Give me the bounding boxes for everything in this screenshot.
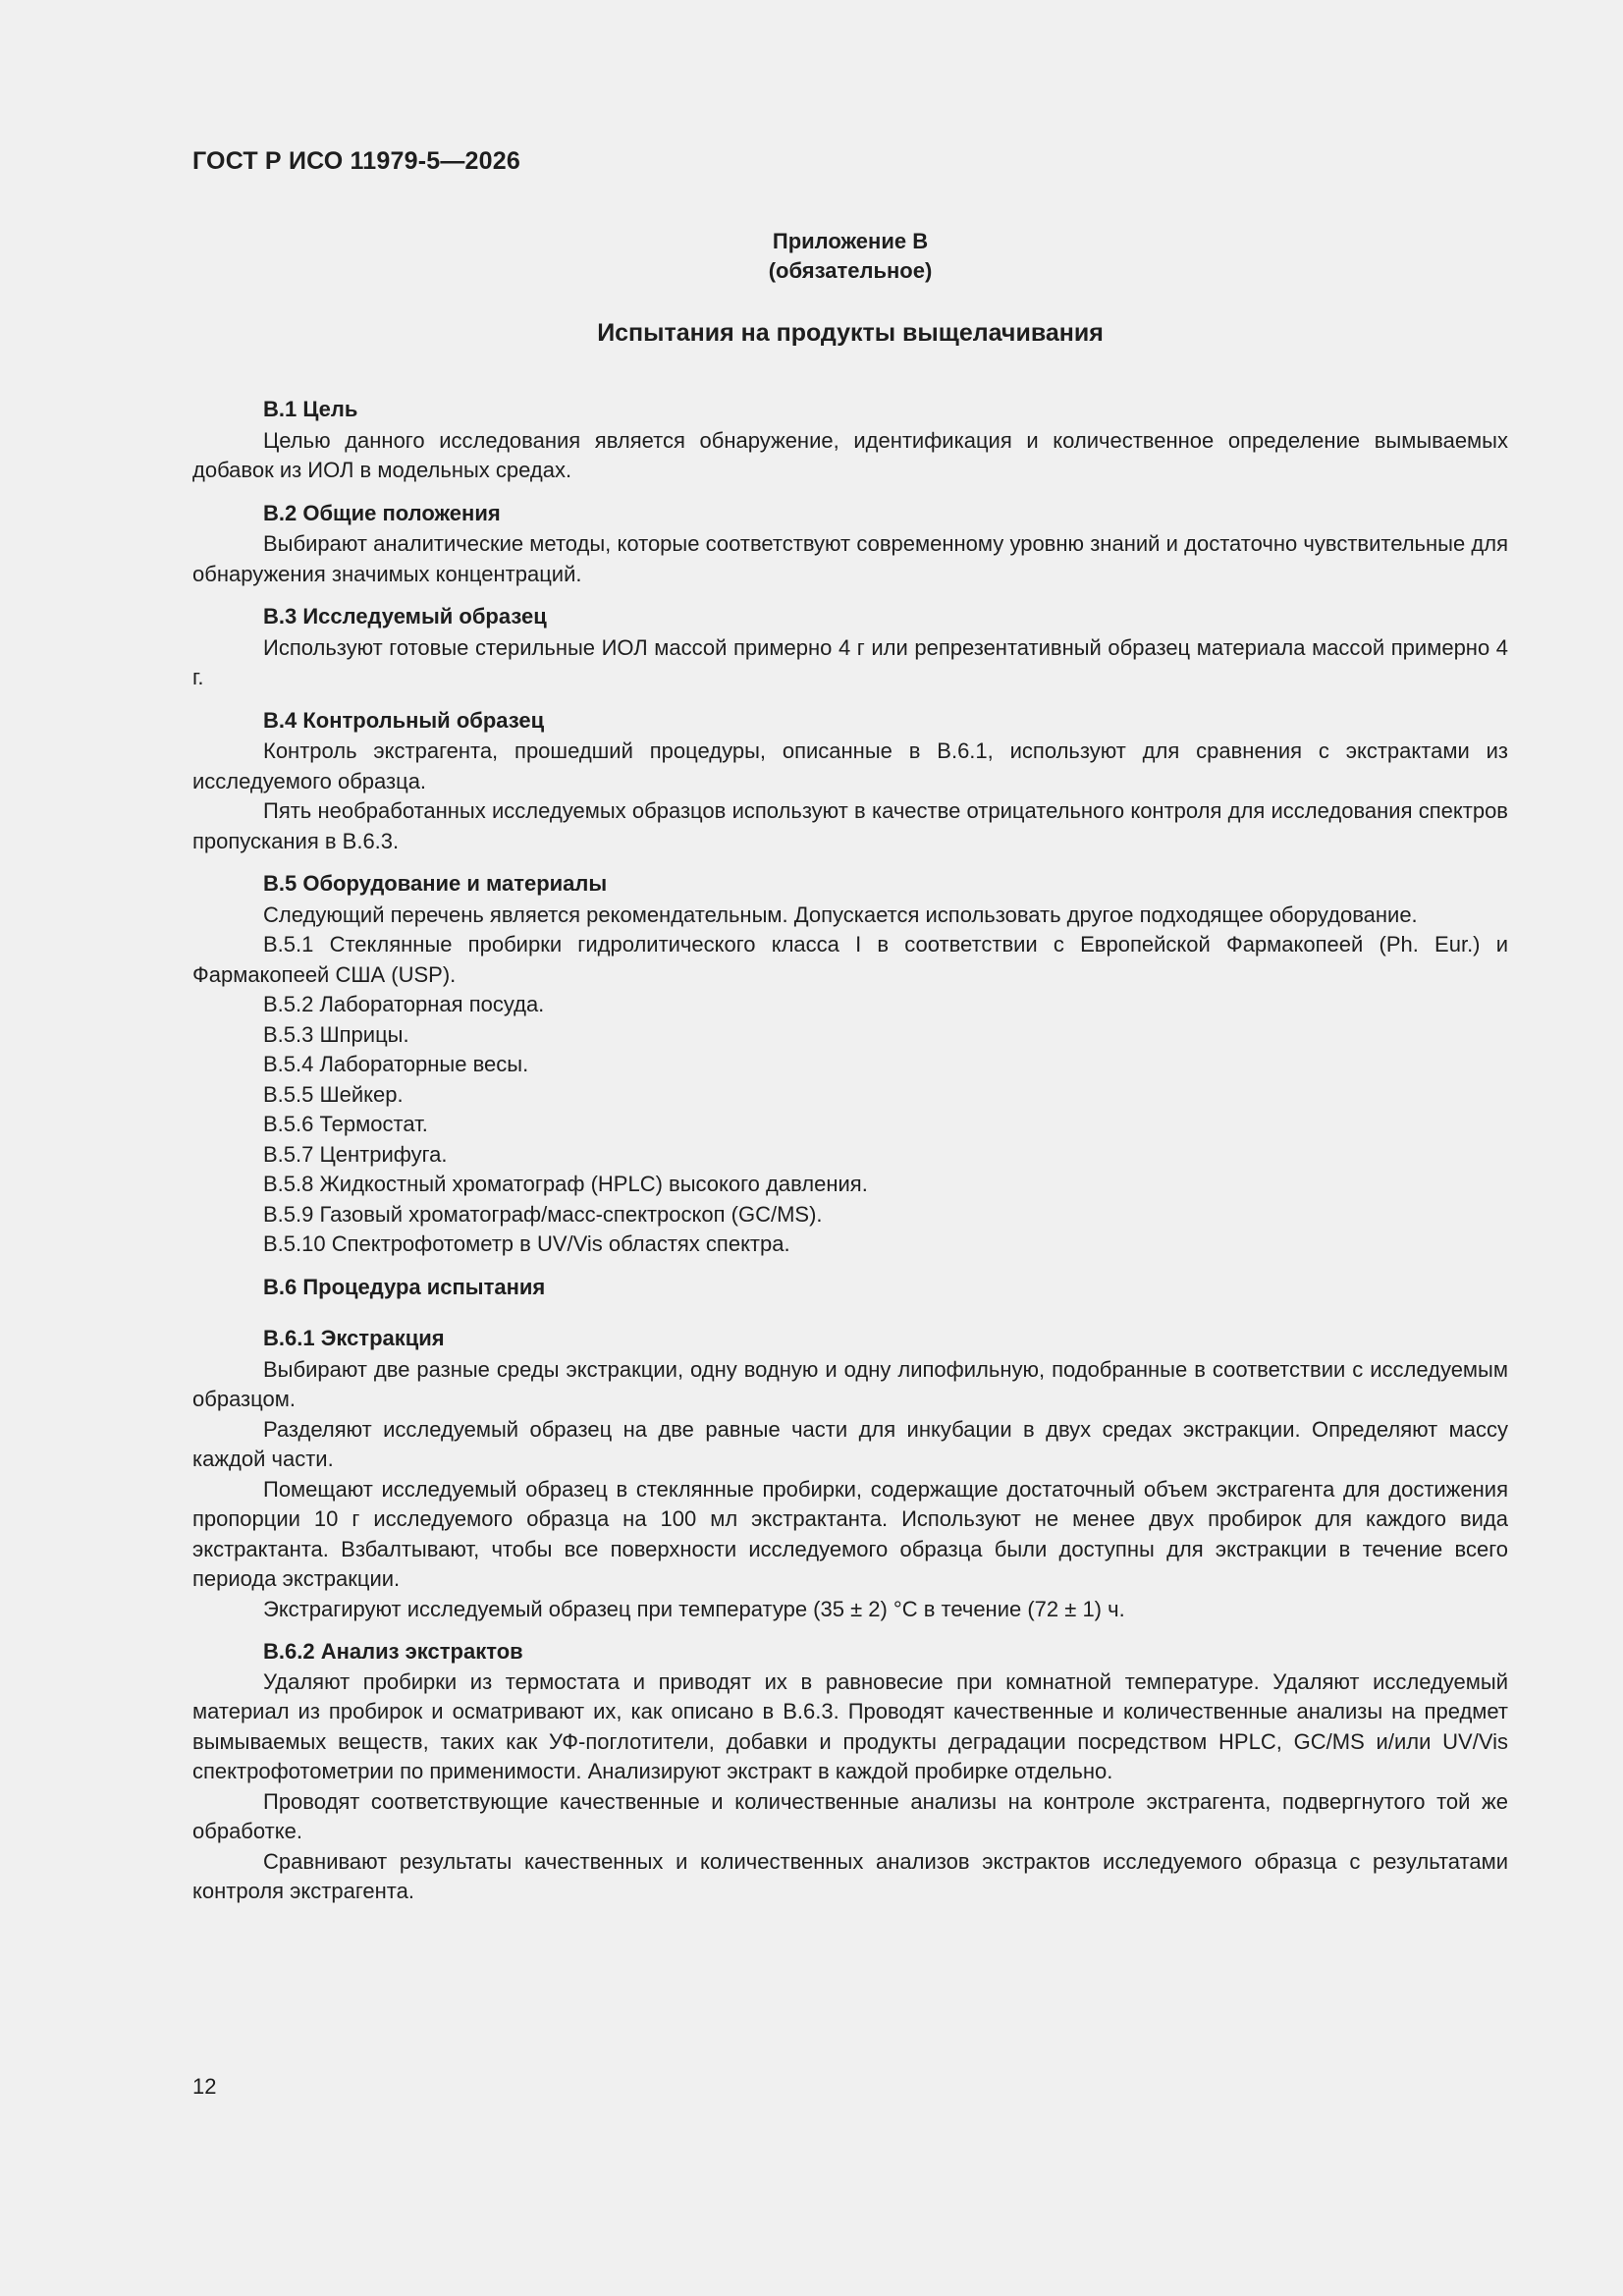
list-item: В.5.9 Газовый хроматограф/масс-спектроскоп (GC/MS).: [263, 1201, 823, 1227]
document-header: ГОСТ Р ИСО 11979-5—2026: [192, 147, 520, 175]
paragraph: Контроль экстрагента, прошедший процедуры, описанные в В.6.1, используют для сравнения с экстрактами из исследуемого образца.: [192, 738, 1508, 793]
annex-status: (обязательное): [768, 258, 933, 283]
paragraph: Выбирают две разные среды экстракции, одну водную и одну липофильную, подобранные в соответствии с исследуемым образцом.: [192, 1356, 1508, 1411]
document-body: [192, 395, 1508, 1907]
list-item: В.5.2 Лабораторная посуда.: [263, 992, 545, 1016]
paragraph: Экстрагируют исследуемый образец при температуре (35 ± 2) °С в течение (72 ± 1) ч.: [263, 1596, 1125, 1621]
section-heading: В.4 Контрольный образец: [263, 707, 545, 733]
list-item: В.5.4 Лабораторные весы.: [263, 1052, 529, 1076]
list-item: В.5.5 Шейкер.: [263, 1081, 404, 1107]
section-heading: В.6 Процедура испытания: [263, 1274, 546, 1299]
paragraph: Помещают исследуемый образец в стеклянные пробирки, содержащие достаточный объем экстрагента для достижения пропорции 10 г исследуемого образца на 100 мл экстрактанта. Используют не менее двух пробирок для каждого вида экстрактанта. Взбалтывают, чтобы все поверхности исследуемого образца были доступны для экстракции в течение всего периода экстракции.: [192, 1476, 1508, 1591]
subsection-heading: В.6.1 Экстракция: [263, 1326, 445, 1350]
annex-label: Приложение В: [772, 229, 929, 253]
annex-heading: [192, 227, 1508, 286]
list-item: В.5.7 Центрифуга.: [263, 1141, 448, 1167]
paragraph: Выбирают аналитические методы, которые соответствуют современному уровню знаний и достаточно чувствительные для обнаружения значимых концентраций.: [192, 531, 1508, 586]
annex-title: Испытания на продукты выщелачивания: [597, 319, 1104, 347]
paragraph: Разделяют исследуемый образец на две равные части для инкубации в двух средах экстракции. Определяют массу каждой части.: [192, 1416, 1508, 1471]
subsection-heading: В.6.2 Анализ экстрактов: [263, 1639, 523, 1664]
section-heading: В.5 Оборудование и материалы: [263, 871, 608, 896]
paragraph: Сравнивают результаты качественных и количественных анализов экстрактов исследуемого образца с результатами контроля экстрагента.: [192, 1848, 1508, 1903]
list-item: В.5.3 Шприцы.: [263, 1021, 409, 1047]
list-item: В.5.10 Спектрофотометр в UV/Vis областях спектра.: [263, 1231, 790, 1256]
page-number: 12: [192, 2074, 217, 2099]
paragraph: Целью данного исследования является обнаружение, идентификация и количественное определение вымываемых добавок из ИОЛ в модельных средах.: [192, 427, 1508, 482]
list-item: В.5.8 Жидкостный хроматограф (HPLC) высокого давления.: [263, 1172, 868, 1196]
paragraph: Используют готовые стерильные ИОЛ массой примерно 4 г или репрезентативный образец материала массой примерно 4 г.: [192, 634, 1508, 689]
section-heading: В.1 Цель: [263, 397, 358, 421]
paragraph: Следующий перечень является рекомендательным. Допускается использовать другое подходящее оборудование.: [263, 902, 1418, 927]
list-item: В.5.6 Термостат.: [263, 1112, 428, 1136]
section-heading: В.2 Общие положения: [263, 500, 501, 525]
paragraph: Пять необработанных исследуемых образцов используют в качестве отрицательного контроля для исследования спектров пропускания в В.6.3.: [192, 798, 1508, 853]
paragraph: Удаляют пробирки из термостата и приводят их в равновесие при комнатной температуре. Удаляют исследуемый материал из пробирок и осматривают их, как описано в В.6.3. Проводят качественные и количественные анализы на предмет вымываемых веществ, таких как УФ-поглотители, добавки и продукты деградации посредством HPLC, GC/MS и/или UV/Vis спектрофотометрии по применимости. Анализируют экстракт в каждой пробирке отдельно.: [192, 1668, 1508, 1783]
paragraph: Проводят соответствующие качественные и количественные анализы на контроле экстрагента, подвергнутого той же обработке.: [192, 1788, 1508, 1843]
list-item: В.5.1 Стеклянные пробирки гидролитического класса I в соответствии с Европейской Фармакопеей (Ph. Eur.) и Фармакопеей США (USP).: [192, 932, 1508, 987]
section-heading: В.3 Исследуемый образец: [263, 604, 547, 629]
